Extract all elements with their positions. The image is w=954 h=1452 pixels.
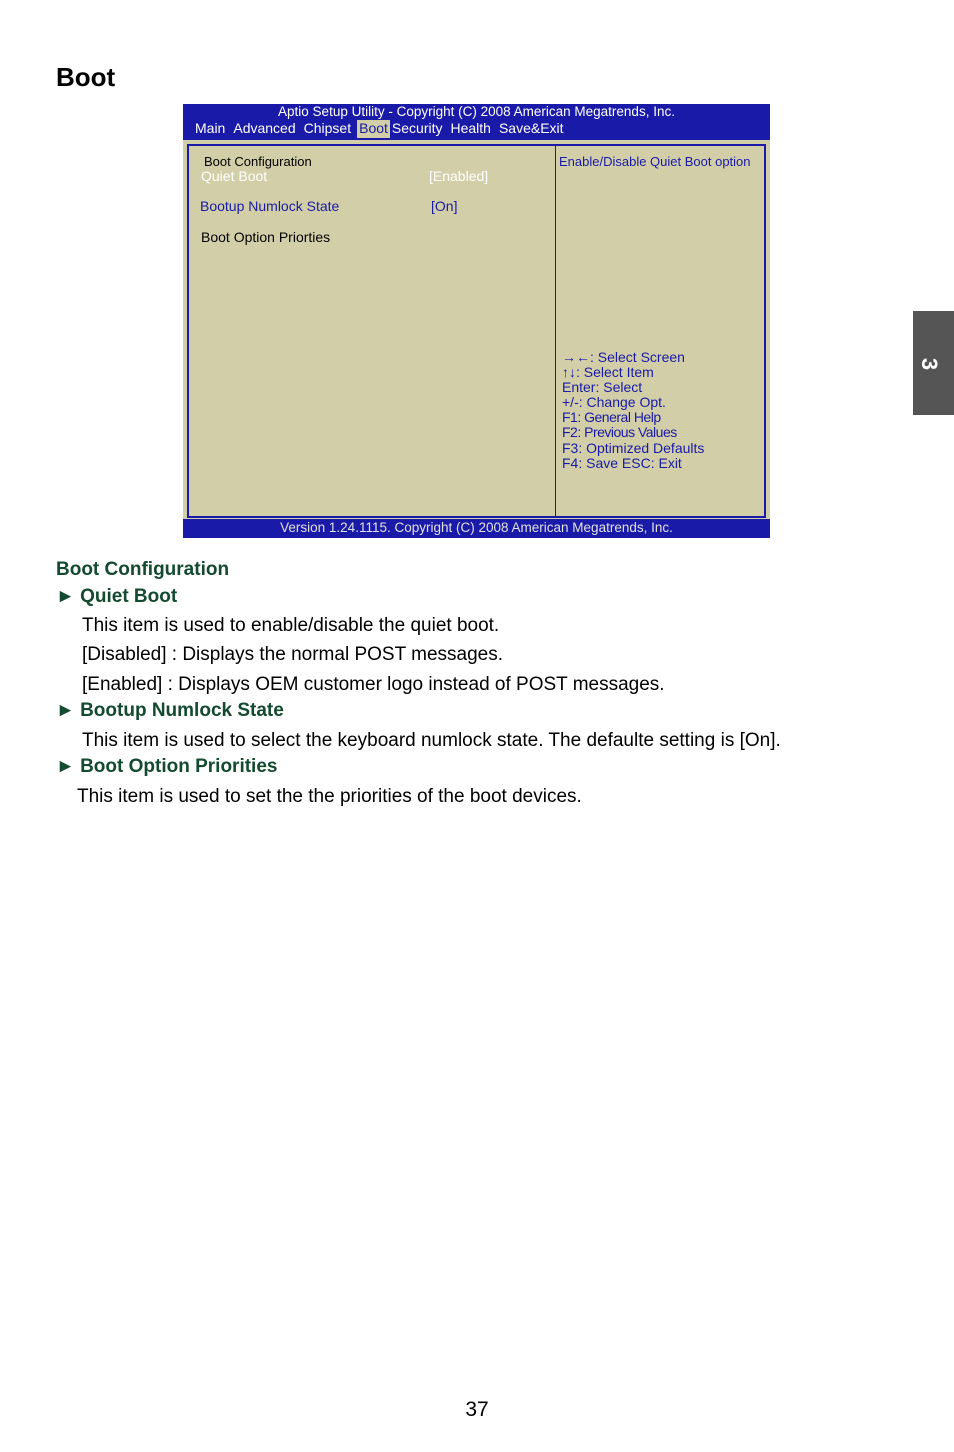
key-select-screen: →←: Select Screen bbox=[562, 349, 685, 365]
key-f3: F3: Optimized Defaults bbox=[562, 439, 705, 456]
tab-advanced[interactable]: Advanced bbox=[233, 120, 296, 136]
bios-footer: Version 1.24.1115. Copyright (C) 2008 American Megatrends, Inc. bbox=[280, 520, 673, 535]
page-title: Boot bbox=[56, 62, 116, 92]
chapter-number: 3 bbox=[917, 357, 943, 371]
quiet-boot-enabled: [Enabled] : Displays OEM customer logo instead of POST messages. bbox=[82, 674, 665, 695]
key-f4-esc: F4: Save ESC: Exit bbox=[562, 454, 682, 471]
quiet-boot-value[interactable]: [Enabled] bbox=[429, 168, 489, 184]
tab-chipset[interactable]: Chipset bbox=[303, 120, 352, 136]
bios-body bbox=[183, 140, 770, 519]
quiet-boot-disabled: [Disabled] : Displays the normal POST messages. bbox=[82, 644, 503, 665]
numlock-desc: This item is used to select the keyboard numlock state. The defaulte setting is [On]. bbox=[82, 730, 781, 751]
key-enter: Enter: Select bbox=[562, 379, 643, 396]
key-f1: F1: General Help bbox=[562, 409, 661, 426]
priorities-heading: ► Boot Option Priorities bbox=[56, 756, 278, 777]
settings-panel bbox=[187, 144, 556, 518]
help-text: Enable/Disable Quiet Boot option bbox=[559, 154, 751, 169]
key-f2: F2: Previous Values bbox=[562, 424, 677, 441]
tab-security[interactable]: Security bbox=[391, 120, 443, 136]
numlock-heading: ► Bootup Numlock State bbox=[56, 700, 284, 721]
help-panel bbox=[555, 144, 766, 518]
key-select-item: ↑↓: Select Item bbox=[562, 364, 654, 381]
page-number: 37 bbox=[465, 1398, 489, 1421]
chapter-tab bbox=[913, 311, 954, 415]
tab-main[interactable]: Main bbox=[195, 120, 226, 136]
key-change-opt: +/-: Change Opt. bbox=[562, 394, 666, 411]
tab-health[interactable]: Health bbox=[450, 120, 491, 136]
boot-option-priorities-item[interactable]: Boot Option Priorties bbox=[201, 229, 331, 245]
numlock-label[interactable]: Bootup Numlock State bbox=[200, 198, 340, 214]
key-legend bbox=[562, 350, 704, 471]
quiet-boot-desc: This item is used to enable/disable the quiet boot. bbox=[82, 615, 500, 636]
quiet-boot-heading: ► Quiet Boot bbox=[56, 586, 178, 607]
bios-tab-bar bbox=[193, 120, 570, 138]
bios-screenshot bbox=[183, 104, 770, 538]
priorities-desc: This item is used to set the the priorities of the boot devices. bbox=[77, 786, 582, 807]
quiet-boot-label[interactable]: Quiet Boot bbox=[201, 168, 268, 184]
bios-title: Aptio Setup Utility - Copyright (C) 2008 American Megatrends, Inc. bbox=[278, 104, 675, 119]
tab-save-exit[interactable]: Save&Exit bbox=[498, 120, 564, 136]
section-heading: Boot Configuration bbox=[56, 559, 230, 580]
tab-boot[interactable]: Boot bbox=[359, 120, 388, 136]
numlock-value[interactable]: [On] bbox=[431, 198, 458, 214]
section-label: Boot Configuration bbox=[204, 154, 312, 169]
